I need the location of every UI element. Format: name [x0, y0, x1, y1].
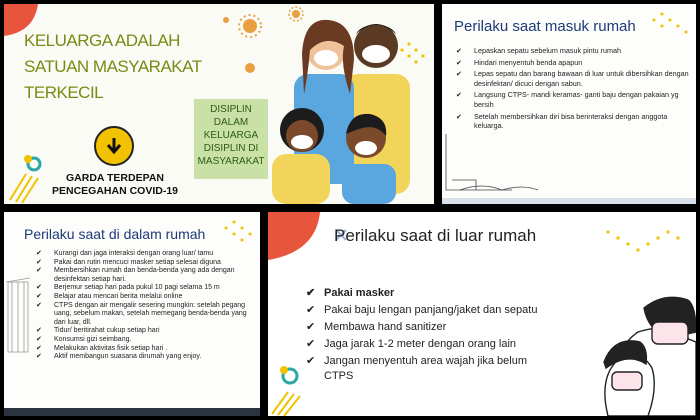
disiplin-box: [194, 99, 268, 179]
behavior-list: [456, 46, 692, 133]
dots-pattern-icon: [653, 13, 688, 34]
dots-pattern-icon: [225, 221, 252, 242]
slide-title: Perilaku saat masuk rumah: [454, 18, 636, 35]
dots-pattern-icon: [400, 42, 424, 63]
garda-caption: [40, 172, 190, 198]
list-item: ✔ Membersihkan rumah dan benda-benda yang ada dengan desinfektan setiap hari.: [36, 267, 260, 284]
list-item: ✔ Hindari menyentuh benda apapun: [456, 58, 692, 68]
list-item: ✔ Jaga jarak 1-2 meter dengan orang lain: [306, 337, 556, 352]
poster-family-panel: [4, 4, 434, 204]
list-item: ✔ CTPS dengan air mengalir sesering mungkin: setelah pegang uang, sebelum makan, setelah memegang benda-benda yang dari luar, dll.: [36, 302, 260, 328]
list-item: ✔ Lepaskan sepatu sebelum masuk pintu rumah: [456, 46, 692, 56]
scribble-drawing: [446, 134, 538, 190]
poster-headline: [24, 28, 224, 106]
list-item: ✔ Pakai masker: [306, 286, 556, 301]
list-item: ✔ Jangan menyentuh area wajah jika belum CTPS: [306, 354, 556, 384]
caption-line: PENCEGAHAN COVID-19: [51, 185, 179, 197]
masked-people-illustration: [604, 297, 696, 416]
caption-line: GARDA TERDEPAN: [65, 172, 164, 184]
list-item: ✔ Membawa hand sanitizer: [306, 320, 556, 335]
list-item: ✔ Lepas sepatu dan barang bawaan di luar untuk dibersihkan dengan desinfektan/ dicuci dengan sabun.: [456, 69, 692, 88]
down-arrow-icon: [94, 126, 134, 166]
list-item: ✔ Kurangi dan jaga interaksi dengan orang luar/ tamu: [36, 250, 260, 259]
behavior-list: [36, 250, 260, 362]
coral-corner-shape: [268, 212, 320, 260]
family-illustration: [272, 20, 410, 204]
stripes-shape: [272, 392, 300, 416]
list-item: ✔ Pakai baju lengan panjang/jaket dan sepatu: [306, 303, 556, 318]
list-item: ✔ Berjemur setiap hari pada pukul 10 pagi selama 15 m: [36, 284, 260, 293]
building-drawing: [6, 278, 30, 352]
headline-line: TERKECIL: [24, 83, 104, 102]
disiplin-line: DISIPLIN DI: [203, 143, 259, 154]
stripes-shape: [10, 174, 38, 203]
virus-icons: [223, 7, 303, 73]
disiplin-line: MASYARAKAT: [197, 156, 265, 167]
list-item: ✔ Belajar atau mencari berita melalui online: [36, 293, 260, 302]
list-item: ✔ Pakai dan rutin mencuci masker setiap selesai diguna: [36, 259, 260, 268]
slide-masuk-rumah: [442, 4, 696, 204]
slide-luar-rumah: [268, 212, 696, 416]
behavior-list: [306, 286, 556, 386]
slide-title: Perilaku saat di luar rumah: [334, 226, 537, 245]
dots-pattern-icon: [606, 230, 679, 251]
disiplin-line: KELUARGA: [203, 130, 259, 141]
list-item: ✔ Langsung CTPS- mandi keramas- ganti baju dengan pakaian yg bersih: [456, 90, 692, 109]
disiplin-line: DALAM: [213, 117, 249, 128]
headline-line: KELUARGA ADALAH: [24, 31, 180, 50]
slide-dalam-rumah: [4, 212, 260, 416]
taskbar-strip: [4, 408, 260, 416]
slide-title: Perilaku saat di dalam rumah: [24, 226, 206, 242]
list-item: ✔ Setelah membersihkan diri bisa berinteraksi dengan anggota keluarga.: [456, 112, 692, 131]
disiplin-line: DISIPLIN: [210, 104, 252, 115]
list-item: ✔ Tidur/ beritirahat cukup setiap hari: [36, 327, 260, 336]
list-item: ✔ Aktif membangun suasana dirumah yang enjoy.: [36, 353, 260, 362]
list-item: ✔ Melakukan aktivitas fisik setiap hari .: [36, 345, 260, 354]
list-item: ✔ Konsumsi gizi seimbang.: [36, 336, 260, 345]
headline-line: SATUAN MASYARAKAT: [24, 57, 202, 76]
